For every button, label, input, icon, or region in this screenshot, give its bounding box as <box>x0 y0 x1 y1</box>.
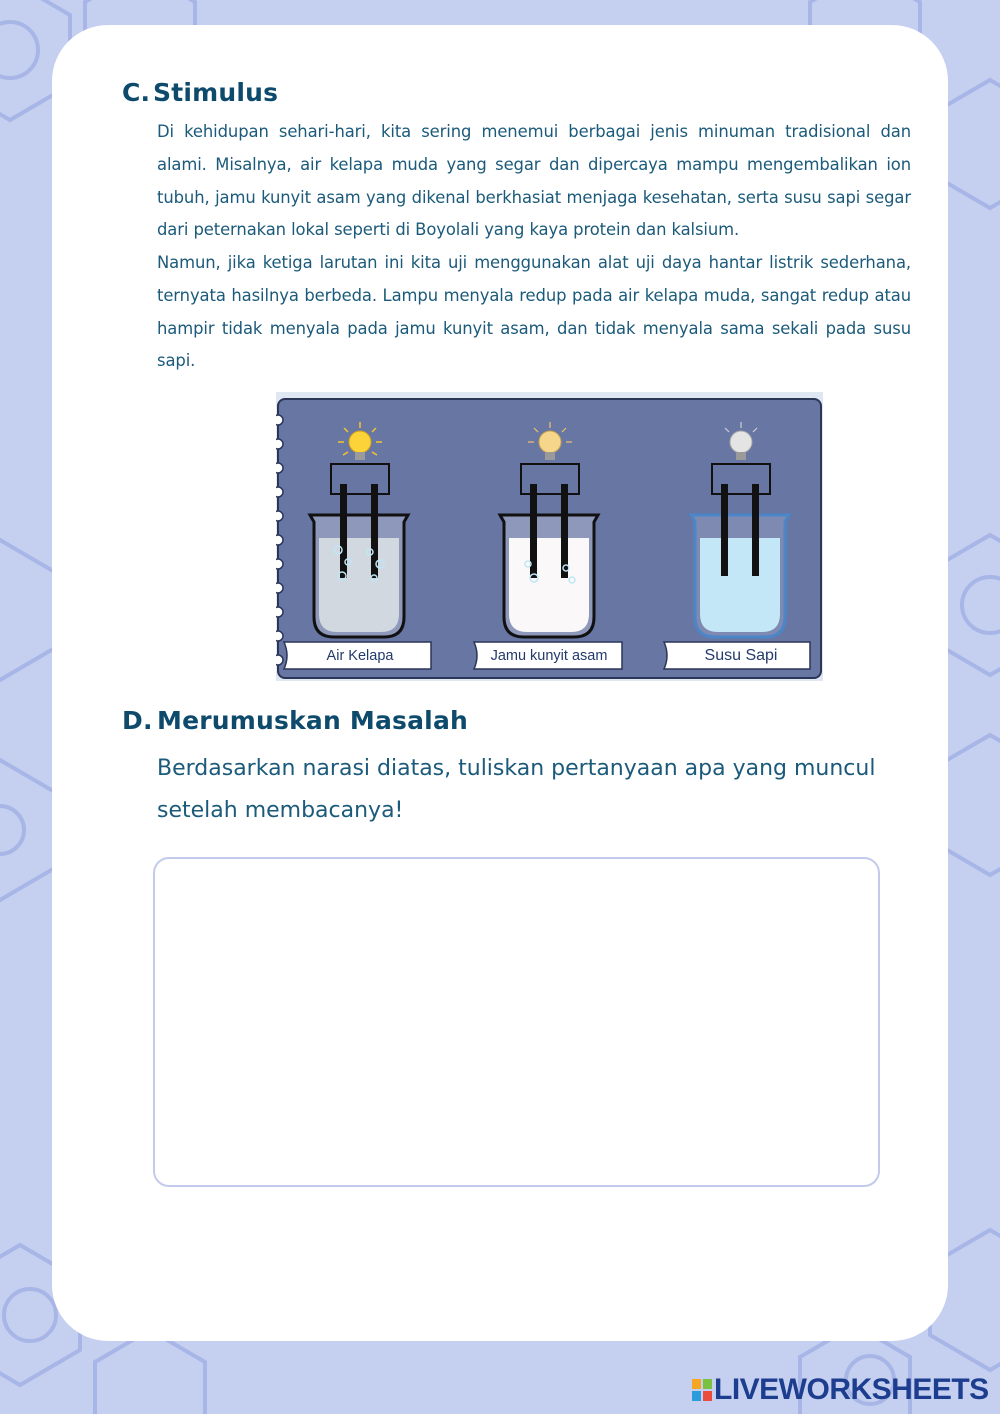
liveworksheets-logo-icon <box>692 1379 712 1401</box>
section-c-title: Stimulus <box>153 78 279 107</box>
brand-name: LIVEWORKSHEETS <box>714 1373 989 1406</box>
stimulus-paragraph-1: Di kehidupan sehari-hari, kita sering menemui berbagai jenis minuman tradisional dan alami. Misalnya, air kelapa muda yang segar dan dipercaya mampu mengembalikan ion tubuh, jamu kunyit asam yang dikenal berkhasiat menjaga kesehatan, serta susu sapi segar dari peternakan lokal seperti di Boyolali yang kaya protein dan kalsium. <box>157 122 911 240</box>
beaker-label-air-kelapa: Air Kelapa <box>326 648 394 664</box>
beaker-label-jamu-kunyit-asam: Jamu kunyit asam <box>490 648 608 664</box>
section-d-heading <box>122 706 468 735</box>
section-d-title: Merumuskan Masalah <box>157 706 469 735</box>
section-d-letter: D. <box>122 706 153 735</box>
conductivity-test-illustration <box>276 392 823 681</box>
section-c-letter: C. <box>122 78 151 107</box>
stimulus-paragraph-2: Namun, jika ketiga larutan ini kita uji menggunakan alat uji daya hantar listrik sederhana, ternyata hasilnya berbeda. Lampu menyala redup pada air kelapa muda, sangat redup atau hampir tidak menyala pada jamu kunyit asam, dan tidak menyala sama sekali pada susu sapi. <box>157 253 911 371</box>
beaker-label-susu-sapi: Susu Sapi <box>704 647 778 664</box>
section-c-heading <box>122 78 278 107</box>
answer-textarea[interactable] <box>153 857 880 1187</box>
liveworksheets-brand <box>692 1374 989 1406</box>
question-prompt: Berdasarkan narasi diatas, tuliskan pertanyaan apa yang muncul setelah membacanya! <box>157 756 876 823</box>
